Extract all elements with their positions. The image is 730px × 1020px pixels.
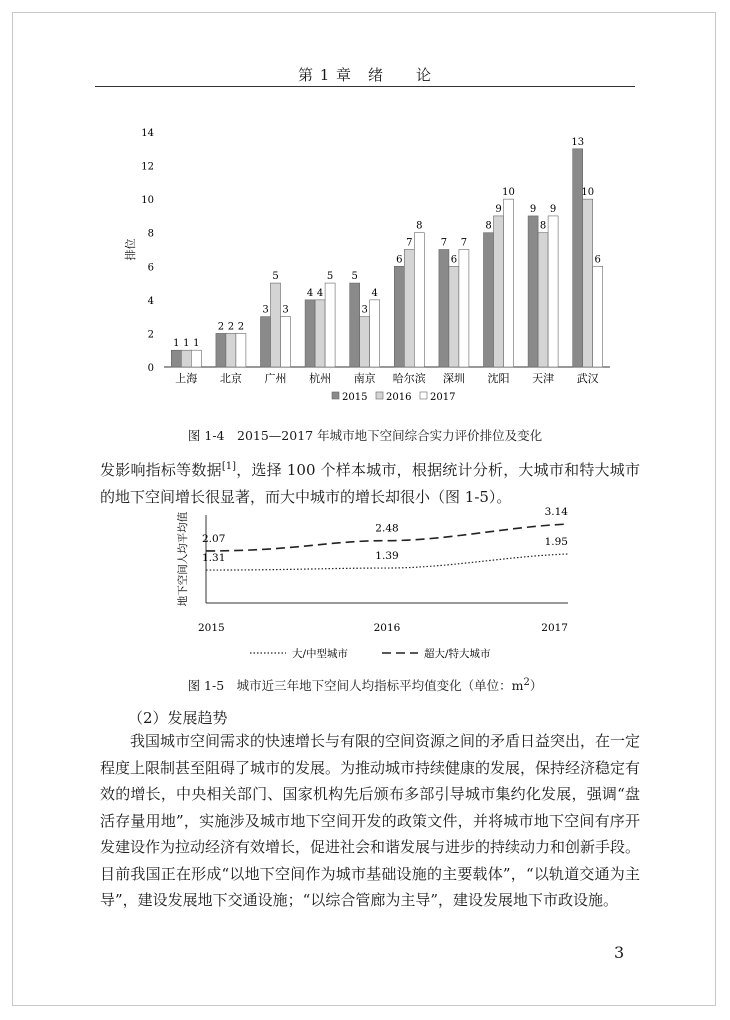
chart2-legend bbox=[250, 647, 491, 660]
bar-2016-上海 bbox=[181, 350, 191, 367]
chart1-legend bbox=[332, 392, 455, 403]
figure-1-5-caption bbox=[95, 676, 635, 694]
data-label: 1.31 bbox=[202, 552, 226, 565]
data-label: 4 bbox=[371, 287, 378, 299]
y-tick-label: 10 bbox=[141, 195, 154, 207]
paragraph-2 bbox=[100, 728, 640, 914]
x-tick-label: 上海 bbox=[175, 372, 198, 385]
y-tick-label: 4 bbox=[147, 295, 154, 307]
legend-label: 2017 bbox=[430, 392, 456, 403]
data-label: 5 bbox=[326, 271, 334, 283]
legend-label: 超大/特大城市 bbox=[424, 648, 491, 660]
bar-2015-武汉 bbox=[573, 149, 583, 367]
paragraph-2-text: 我国城市空间需求的快速增长与有限的空间资源之间的矛盾日益突出，在一定程度上限制甚至阻碍了城市的发展。为推动城市持续健康的发展，保持经济稳定有效的增长，中央相关部门、国家机构先后颁布多部引导城市集约化发展，强调“盘活存量用地”，实施涉及城市地下空间开发的政策文件，并将城市地下空间有序开发建设作为拉动经济有效增长，促进社会和谐发展与进步的持续动力和创新手段。目前我国正在形成“以地下空间作为城市基础设施的主要载体”，“以轨道交通为主导”，建设发展地下交通设施；“以综合管廊为主导”，建设发展地下市政设施。 bbox=[100, 732, 641, 909]
data-label: 10 bbox=[502, 187, 515, 199]
data-label: 2 bbox=[217, 321, 225, 333]
data-label: 9 bbox=[495, 203, 502, 215]
chart1-bars bbox=[171, 149, 602, 367]
data-label: 4 bbox=[316, 287, 324, 299]
data-label: 3 bbox=[361, 304, 368, 316]
x-tick-label: 北京 bbox=[219, 372, 242, 385]
paragraph-1 bbox=[100, 454, 640, 510]
bar-2015-南京 bbox=[350, 283, 360, 367]
x-tick-label: 沈阳 bbox=[487, 372, 510, 385]
bar-2015-哈尔滨 bbox=[394, 266, 404, 367]
y-tick-label: 8 bbox=[147, 228, 154, 240]
x-tick-label: 天津 bbox=[532, 372, 555, 385]
data-label: 1 bbox=[193, 338, 200, 350]
x-tick-label: 南京 bbox=[353, 372, 376, 385]
data-label: 8 bbox=[485, 220, 492, 232]
data-label: 8 bbox=[539, 220, 547, 232]
data-label: 4 bbox=[306, 287, 314, 299]
data-label: 1 bbox=[173, 338, 180, 350]
data-label: 7 bbox=[460, 237, 468, 249]
bar-2015-广州 bbox=[261, 317, 271, 367]
data-label: 2 bbox=[237, 321, 245, 333]
y-axis-label: 地下空间人均平均值 bbox=[177, 511, 189, 607]
bar-2017-广州 bbox=[281, 317, 291, 367]
data-label: 10 bbox=[581, 187, 595, 199]
bar-2017-南京 bbox=[370, 300, 380, 367]
bar-2016-沈阳 bbox=[494, 216, 504, 367]
legend-swatch-2015 bbox=[332, 392, 339, 399]
x-tick-label: 2015 bbox=[198, 622, 225, 634]
bar-2016-天津 bbox=[538, 233, 548, 367]
bar-2016-北京 bbox=[226, 333, 236, 367]
data-label: 6 bbox=[396, 254, 403, 266]
data-label: 9 bbox=[529, 203, 537, 215]
data-label: 5 bbox=[351, 271, 358, 283]
bar-2017-哈尔滨 bbox=[414, 233, 424, 367]
x-tick-label: 杭州 bbox=[309, 372, 332, 385]
data-label: 8 bbox=[416, 220, 423, 232]
chart2-axes bbox=[176, 511, 568, 606]
y-axis-label: 排位 bbox=[124, 238, 137, 261]
data-label: 1.39 bbox=[375, 550, 399, 563]
bar-2015-沈阳 bbox=[484, 233, 494, 367]
bar-2016-哈尔滨 bbox=[404, 250, 414, 368]
legend-label: 2015 bbox=[342, 392, 368, 403]
bar-2015-上海 bbox=[171, 350, 181, 367]
data-label: 3 bbox=[282, 304, 289, 316]
x-tick-label: 武汉 bbox=[576, 372, 599, 385]
legend-label: 2016 bbox=[386, 392, 412, 403]
bar-2015-深圳 bbox=[439, 250, 449, 368]
bar-2016-杭州 bbox=[315, 300, 325, 367]
figure-1-5-caption-text: 图 1-5 城市近三年地下空间人均指标平均值变化（单位：m bbox=[187, 678, 524, 693]
legend-swatch-2017 bbox=[420, 392, 427, 399]
y-tick-label: 0 bbox=[147, 363, 154, 374]
header-rule bbox=[95, 86, 635, 87]
bar-2015-天津 bbox=[528, 216, 538, 367]
x-tick-label: 2016 bbox=[373, 622, 401, 634]
y-tick-label: 6 bbox=[147, 262, 154, 274]
data-label: 2 bbox=[227, 321, 235, 333]
bar-2017-天津 bbox=[548, 216, 558, 367]
data-label: 1 bbox=[183, 338, 190, 350]
bar-2016-深圳 bbox=[449, 266, 459, 367]
bar-2015-杭州 bbox=[305, 300, 315, 367]
data-label: 2.48 bbox=[375, 522, 399, 535]
data-label: 6 bbox=[450, 254, 458, 266]
data-label: 9 bbox=[549, 203, 557, 215]
y-tick-label: 12 bbox=[141, 161, 154, 173]
page-number: 3 bbox=[614, 943, 625, 962]
data-label: 13 bbox=[571, 136, 585, 148]
x-tick-label: 2017 bbox=[541, 622, 568, 634]
data-label: 1.95 bbox=[544, 535, 568, 548]
x-tick-label: 广州 bbox=[264, 372, 287, 385]
bar-2017-北京 bbox=[236, 333, 246, 367]
caption-superscript: 2 bbox=[523, 676, 530, 688]
chart2-labels bbox=[198, 506, 568, 634]
legend-swatch-2016 bbox=[376, 392, 383, 399]
citation-ref: [1] bbox=[221, 461, 236, 472]
data-label: 2.07 bbox=[202, 532, 226, 545]
figure-1-5-line-chart bbox=[170, 505, 580, 665]
bar-2016-南京 bbox=[360, 317, 370, 367]
legend-label: 大/中型城市 bbox=[292, 648, 349, 660]
y-tick-label: 14 bbox=[141, 128, 154, 139]
x-tick-label: 哈尔滨 bbox=[392, 372, 426, 385]
data-label: 6 bbox=[594, 254, 601, 266]
bar-2017-武汉 bbox=[593, 266, 603, 367]
bar-2017-深圳 bbox=[459, 250, 469, 368]
y-tick-label: 2 bbox=[147, 329, 154, 341]
section-heading: （2）发展趋势 bbox=[128, 709, 228, 727]
bar-2017-沈阳 bbox=[504, 199, 514, 367]
bar-2017-上海 bbox=[191, 350, 201, 367]
bar-2016-武汉 bbox=[583, 199, 593, 367]
data-label: 5 bbox=[272, 271, 279, 283]
data-label: 7 bbox=[406, 237, 413, 249]
paragraph-1-end: ，选择 100 个样本城市，根据统计分析，大城市和特大城市的地下空间增长很显著，而大中城市的增长却很小（图 1-5）。 bbox=[100, 461, 640, 506]
data-label: 7 bbox=[440, 237, 448, 249]
bar-2015-北京 bbox=[216, 333, 226, 367]
figure-1-4-bar-chart bbox=[120, 120, 620, 410]
figure-1-5-caption-close: ） bbox=[529, 678, 543, 693]
data-label: 3.14 bbox=[544, 506, 568, 519]
bar-2017-杭州 bbox=[325, 283, 335, 367]
running-head: 第 1 章 绪 论 bbox=[297, 66, 433, 84]
x-tick-label: 深圳 bbox=[442, 372, 465, 385]
paragraph-1-start: 发影响指标等数据 bbox=[100, 461, 222, 479]
data-label: 3 bbox=[262, 304, 269, 316]
figure-1-4-caption: 图 1-4 2015—2017 年城市地下空间综合实力评价排位及变化 bbox=[187, 428, 543, 443]
bar-2016-广州 bbox=[271, 283, 281, 367]
